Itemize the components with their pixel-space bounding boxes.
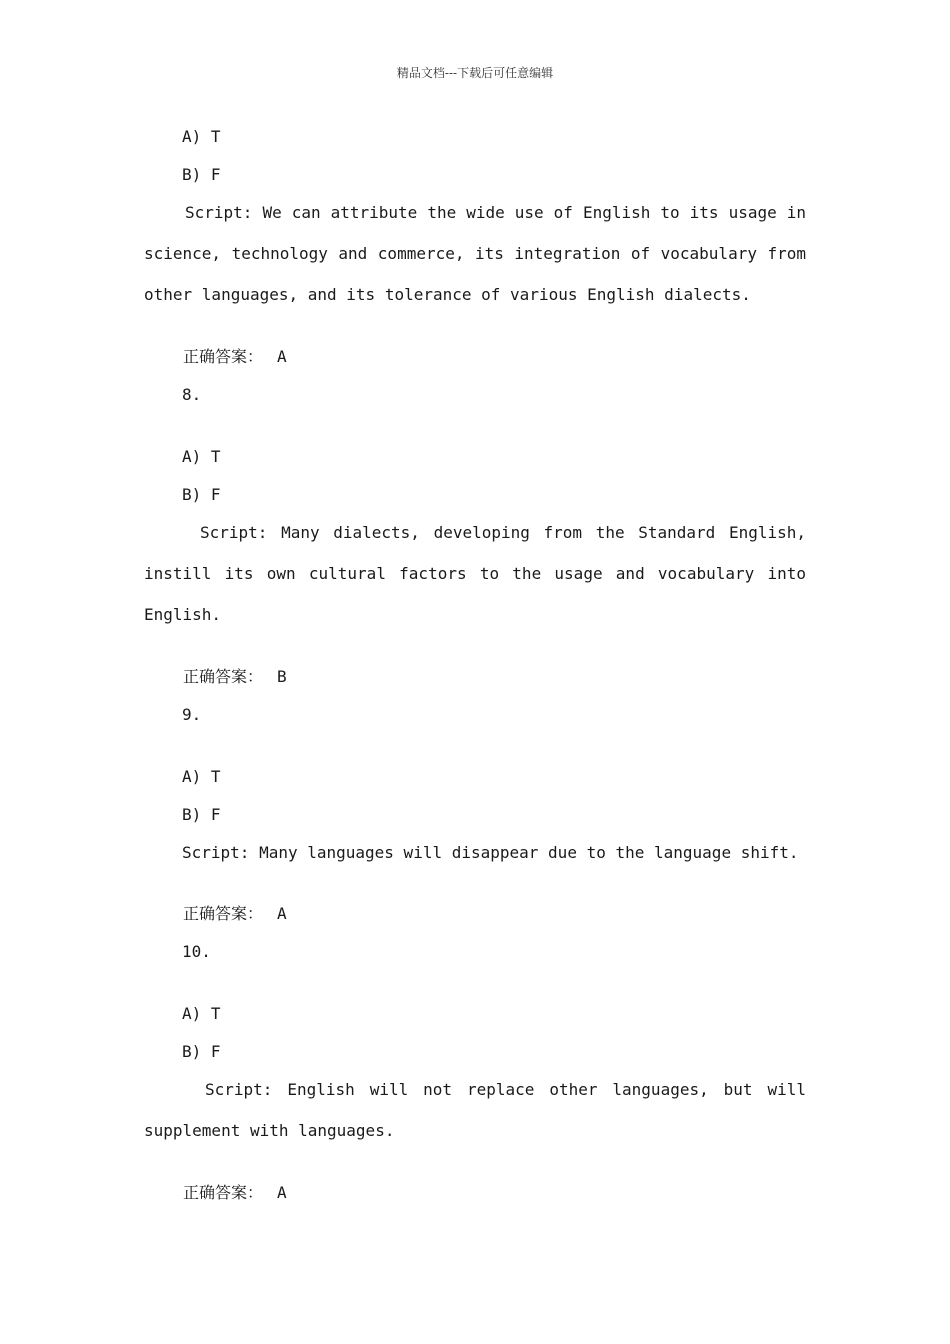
answer-value: A — [277, 904, 287, 923]
script-text: Script: English will not replace other languages, but will supplement with languages. — [144, 1080, 806, 1140]
script-text: Script: We can attribute the wide use of English to its usage in science, technology and commerce, its integration of vocabulary from other languages, and its tolerance of various English dialects. — [144, 203, 806, 304]
question-number: 8. — [182, 385, 202, 404]
option-b: B) F — [182, 485, 221, 504]
correct-answer — [183, 347, 287, 367]
option-b: B) F — [182, 165, 221, 184]
answer-label: 正确答案： — [183, 904, 264, 923]
option-a: A) T — [182, 127, 221, 146]
option-a: A) T — [182, 1004, 221, 1023]
answer-value: A — [277, 1183, 287, 1202]
option-a: A) T — [182, 447, 221, 466]
script-text: Script: Many languages will disappear due to the language shift. — [182, 843, 799, 862]
answer-value: A — [277, 347, 287, 366]
option-a: A) T — [182, 767, 221, 786]
answer-label: 正确答案： — [183, 1183, 264, 1202]
answer-value: B — [277, 667, 287, 686]
answer-label: 正确答案： — [183, 347, 264, 366]
correct-answer — [183, 904, 287, 924]
script-text: Script: Many dialects, developing from the Standard English, instill its own cultural factors to the usage and vocabulary into English. — [144, 523, 806, 624]
correct-answer — [183, 1183, 287, 1203]
answer-label: 正确答案： — [183, 667, 264, 686]
correct-answer — [183, 667, 287, 687]
option-b: B) F — [182, 805, 221, 824]
question-number: 10. — [182, 942, 211, 961]
page-header: 精品文档---下载后可任意编辑 — [396, 66, 554, 80]
option-b: B) F — [182, 1042, 221, 1061]
question-number: 9. — [182, 705, 202, 724]
